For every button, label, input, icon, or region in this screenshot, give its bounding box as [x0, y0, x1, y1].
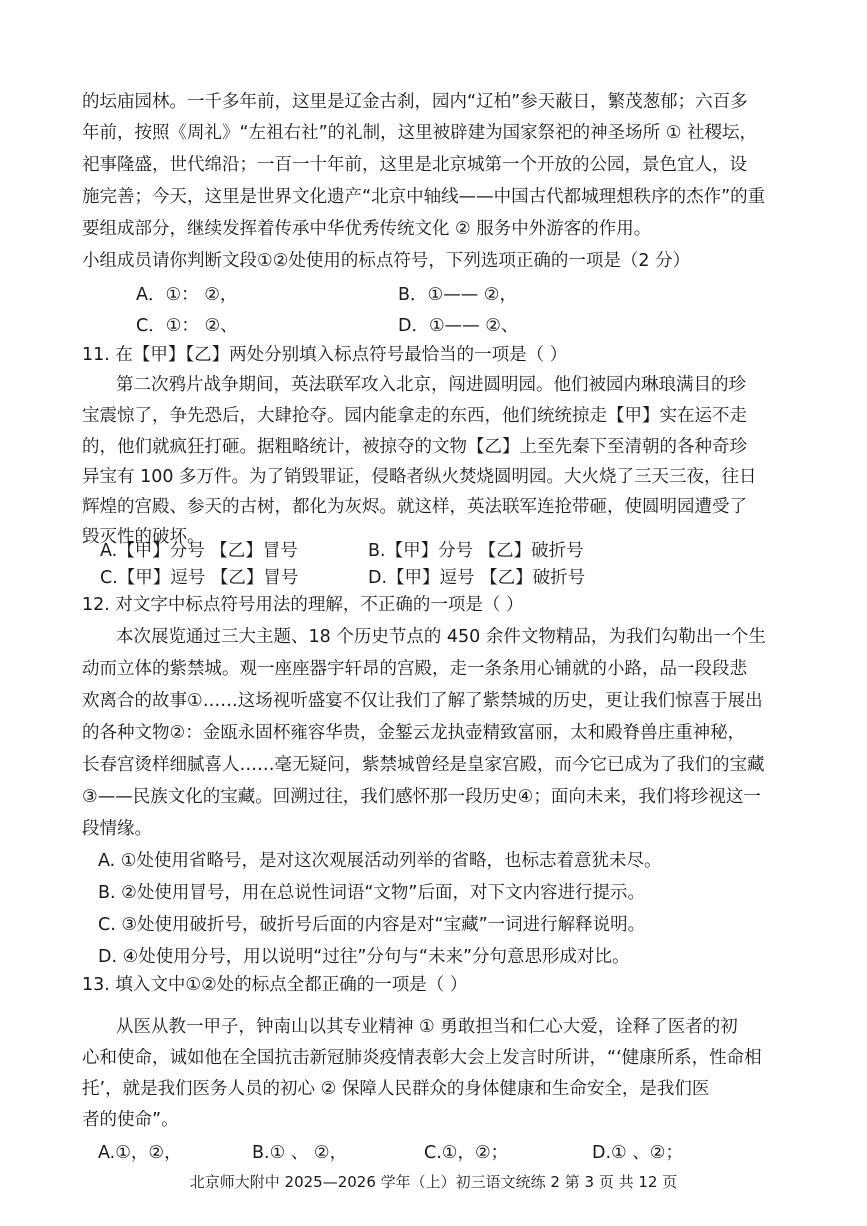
q13-option-d: D.① 、②； [592, 1143, 683, 1163]
q13-option-a: A.①，②， [98, 1143, 182, 1163]
q13-passage-line: 心和使命，诚如他在全国抗击新冠肺炎疫情表彰大会上发言时所讲，“‘健康所系，性命相 [82, 1048, 762, 1068]
q11-passage-line: 第二次鸦片战争期间，英法联军攻入北京，闯进圆明园。他们被园内琳琅满目的珍 [116, 375, 746, 395]
q12-passage-line: 的各种文物②：金瓯永固杯雍容华贵，金錾云龙执壶精致富丽，太和殿脊兽庄重神秘， [82, 723, 746, 743]
q12-passage-line: 段情缘。 [82, 819, 152, 839]
q12-stem: 12. 对文字中标点符号用法的理解，不正确的一项是（ ） [82, 595, 524, 615]
q11-option-a: A.【甲】分号 【乙】冒号 [100, 541, 298, 561]
q12-passage-line: 动而立体的紫禁城。观一座座器宇轩昂的宫殿，走一条条用心铺就的小路，品一段段悲 [82, 659, 747, 679]
q13-stem: 13. 填入文中①②处的标点全都正确的一项是（ ） [82, 975, 468, 995]
q12-passage-line: ③——民族文化的宝藏。回溯过往，我们感怀那一段历史④；面向未来，我们将珍视这一 [82, 787, 761, 807]
q13-option-b: B.① 、 ②， [252, 1143, 348, 1163]
passage-line: 祀事隆盛，世代绵沿；一百一十年前，这里是北京城第一个开放的公园，景色宜人，设 [82, 155, 747, 175]
q12-option-d: D. ④处使用分号，用以说明“过往”分句与“未来”分句意思形成对比。 [98, 947, 630, 967]
q13-passage-line: 者的使命”。 [82, 1110, 179, 1130]
q13-passage-line: 从医从教一甲子，钟南山以其专业精神 ① 勇敢担当和仁心大爱，诠释了医者的初 [116, 1017, 738, 1037]
q13-passage-line: 托’，就是我们医务人员的初心 ② 保障人民群众的身体健康和生命安全，是我们医 [82, 1079, 710, 1099]
passage-line: 的坛庙园林。一千多年前，这里是辽金古刹，园内“辽柏”参天蔽日，繁茂葱郁；六百多 [82, 92, 748, 112]
q10-option-a: A．①： ②， [136, 285, 238, 305]
q12-passage-line: 长春宫烫样细腻喜人……毫无疑问，紫禁城曾经是皇家宫殿，而今它已成为了我们的宝藏 [82, 755, 765, 775]
q10-option-b: B．①—— ②， [398, 285, 517, 305]
q11-passage-line: 的，他们就疯狂打砸。据粗略统计，被掠夺的文物【乙】上至先秦下至清朝的各种奇珍 [82, 437, 747, 457]
question-prompt: 小组成员请你判断文段①②处使用的标点符号，下列选项正确的一项是（2 分） [82, 251, 691, 271]
passage-line: 施完善；今天，这里是世界文化遗产“北京中轴线——中国古代都城理想秩序的杰作”的重 [82, 187, 766, 207]
page-footer: 北京师大附中 2025—2026 学年（上）初三语文统练 2 第 3 页 共 12 页 [189, 1173, 678, 1191]
q12-option-c: C. ③处使用破折号，破折号后面的内容是对“宝藏”一词进行解释说明。 [98, 915, 646, 935]
q11-stem: 11. 在【甲】【乙】两处分别填入标点符号最恰当的一项是（ ） [82, 345, 568, 365]
q11-option-d: D.【甲】逗号 【乙】破折号 [368, 568, 586, 588]
passage-line: 要组成部分，继续发挥着传承中华优秀传统文化 ② 服务中外游客的作用。 [82, 219, 652, 239]
q11-passage-line: 宝震惊了，争先恐后，大肆抢夺。园内能拿走的东西，他们统统掠走【甲】实在运不走 [82, 406, 747, 426]
q12-option-a: A. ①处使用省略号，是对这次观展活动列举的省略，也标志着意犹未尽。 [98, 851, 662, 871]
q11-passage-line: 毁灭性的破坏。 [82, 527, 205, 547]
q11-option-c: C.【甲】逗号 【乙】冒号 [100, 568, 299, 588]
q10-option-c: C．①： ②、 [136, 316, 238, 336]
q11-passage-line: 辉煌的宫殿、参天的古树，都化为灰烬。就这样，英法联军连抢带砸，使圆明园遭受了 [82, 497, 747, 517]
q12-passage-line: 本次展览通过三大主题、18 个历史节点的 450 余件文物精品，为我们勾勒出一个生 [116, 627, 766, 647]
q11-passage-line: 异宝有 100 多万件。为了销毁罪证，侵略者纵火焚烧圆明园。大火烧了三天三夜，往日 [82, 467, 757, 487]
q11-option-b: B.【甲】分号 【乙】破折号 [368, 541, 584, 561]
passage-line: 年前，按照《周礼》“左祖右社”的礼制，这里被辟建为国家祭祀的神圣场所 ① 社稷坛， [82, 123, 757, 143]
q10-option-d: D．①—— ②、 [398, 316, 519, 336]
q12-passage-line: 欢离合的故事①……这场视听盛宴不仅让我们了解了紫禁城的历史，更让我们惊喜于展出 [82, 691, 763, 711]
q13-option-c: C.①，②； [424, 1143, 509, 1163]
q12-option-b: B. ②处使用冒号，用在总说性词语“文物”后面，对下文内容进行提示。 [98, 883, 645, 903]
